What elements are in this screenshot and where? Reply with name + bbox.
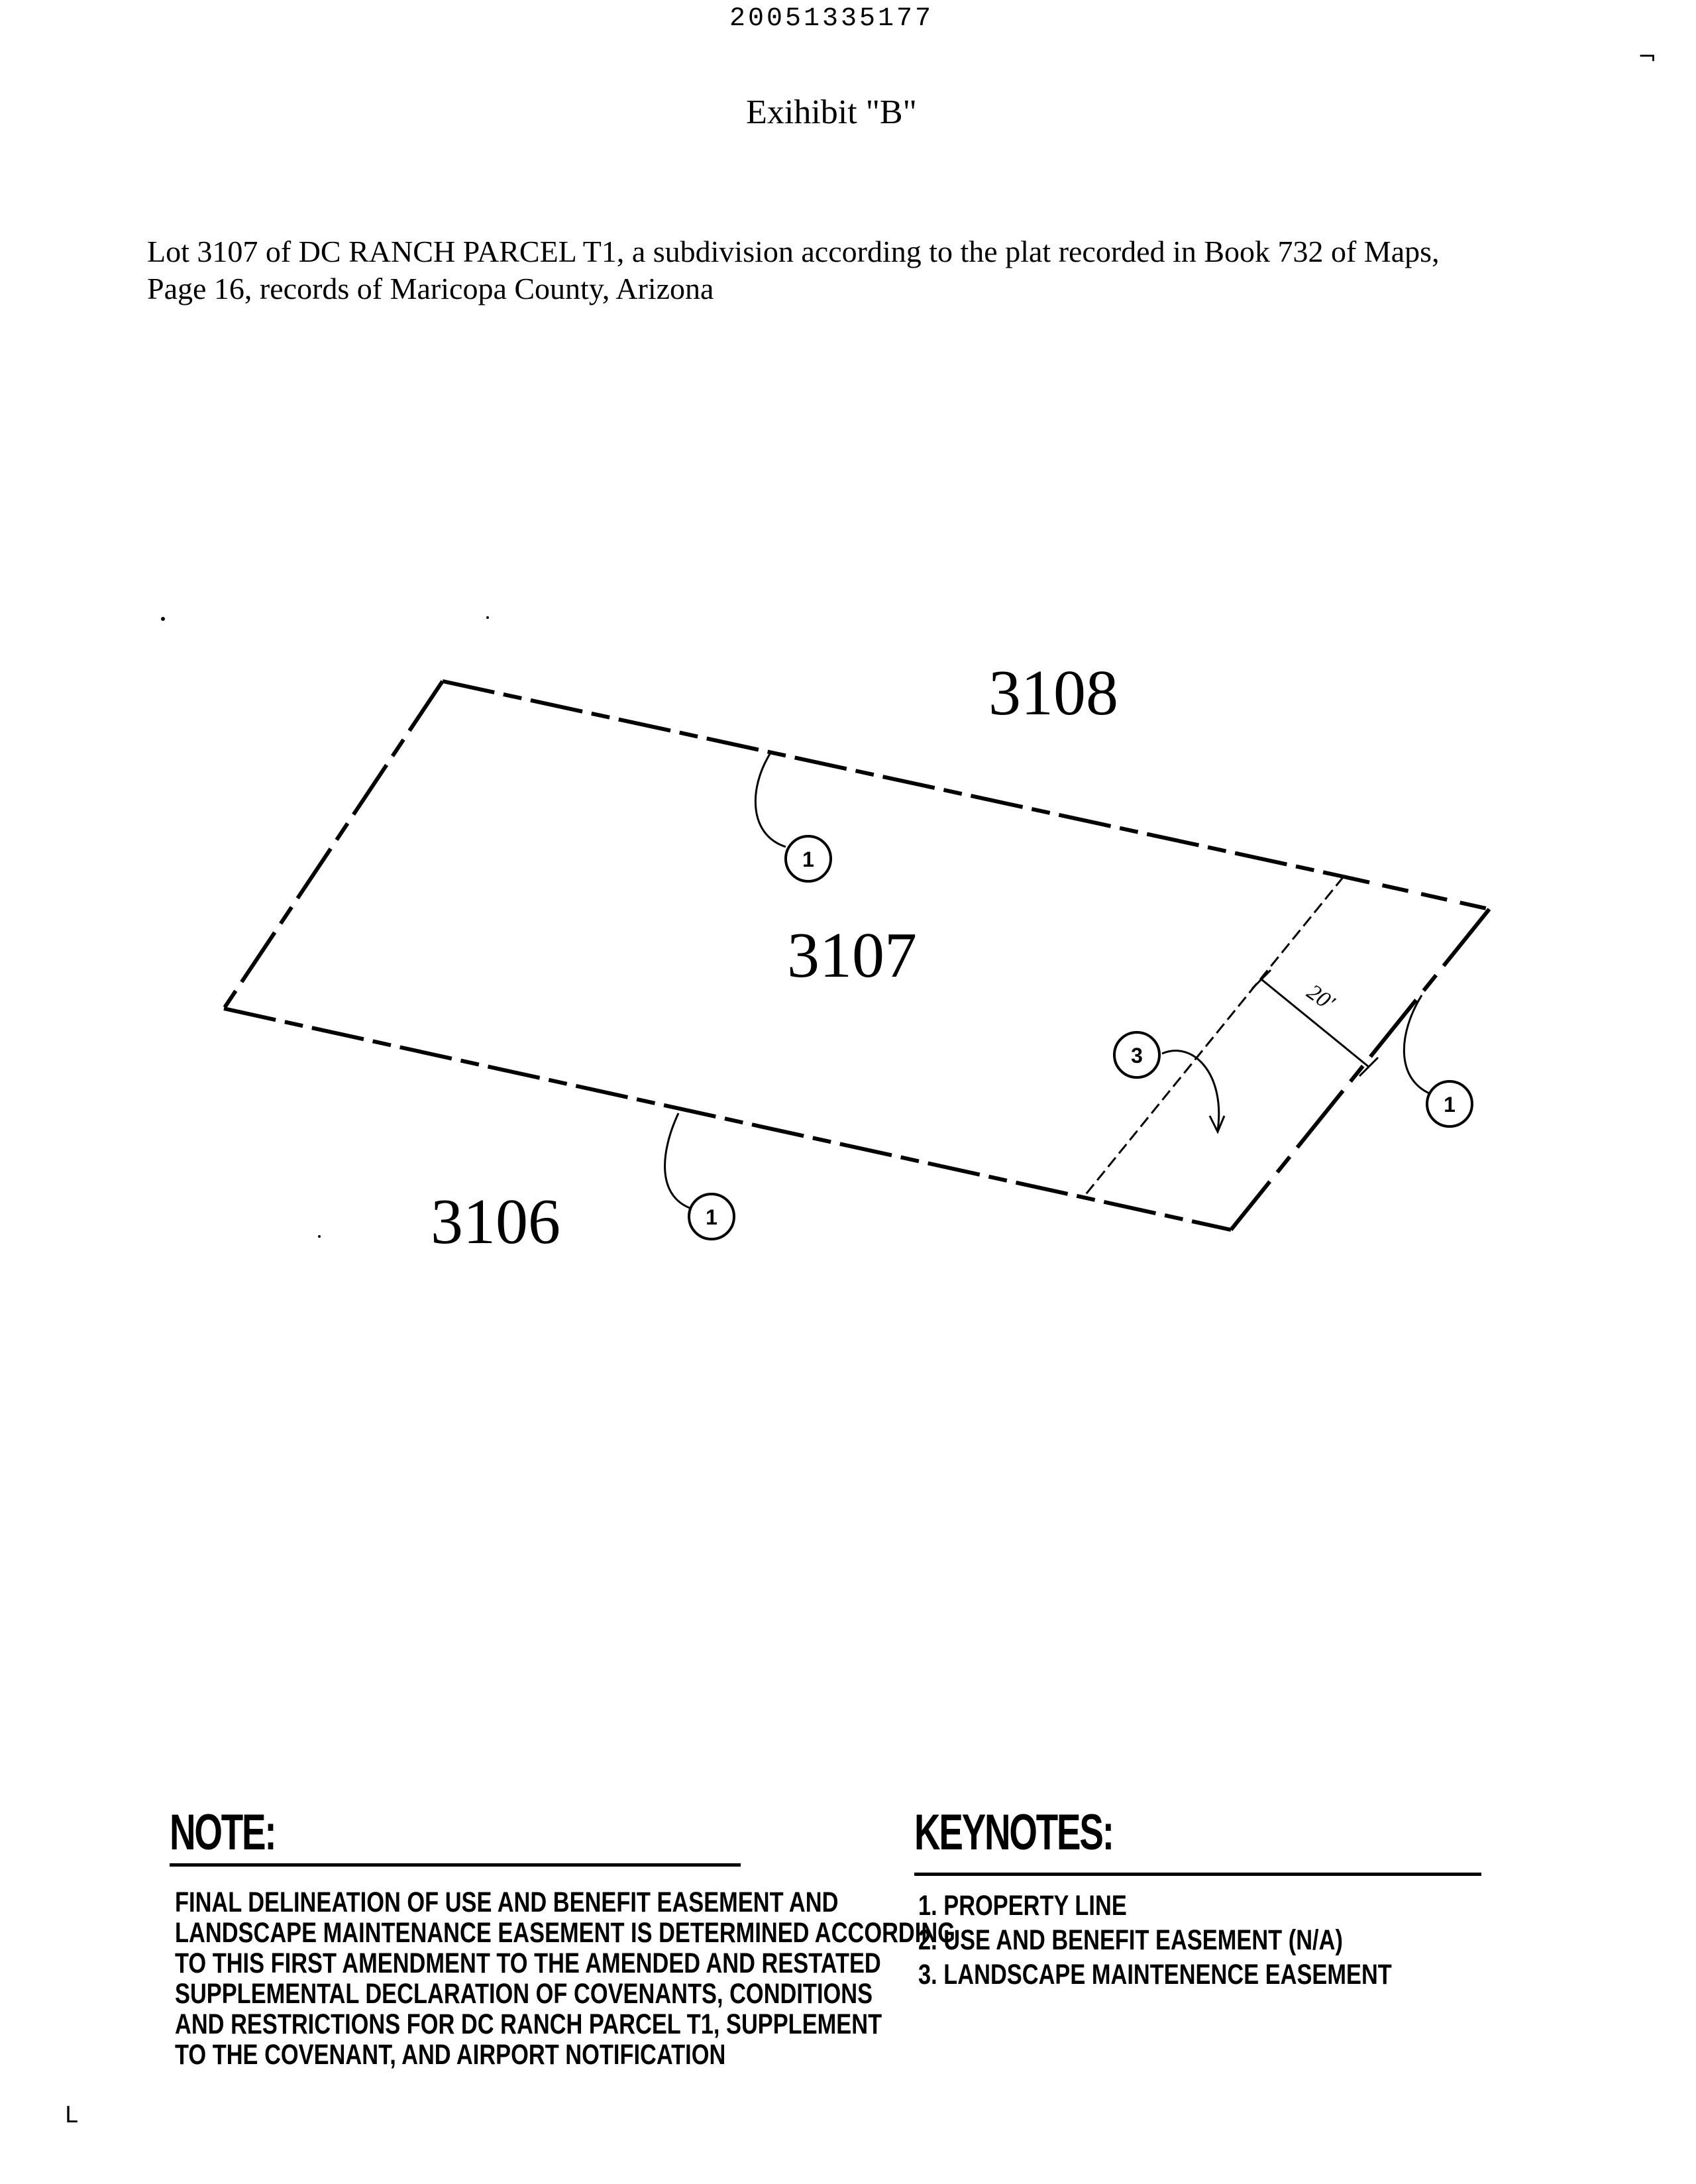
west-property-line: [224, 681, 443, 1009]
scan-speck: [318, 1235, 321, 1238]
scan-corner-mark-bottom-left: L: [65, 2102, 78, 2128]
keynote-bubble-north: [786, 836, 831, 881]
lot-number-south: 3106: [431, 1186, 560, 1258]
scan-corner-mark-top-right: ¬: [1638, 44, 1657, 70]
dimension-label: 20': [1302, 979, 1339, 1016]
leader-easement-arrow: [1210, 1116, 1224, 1132]
keynote-item: 2. USE AND BENEFIT EASEMENT (N/A): [918, 1924, 1343, 1956]
note-line: TO THE COVENANT, AND AIRPORT NOTIFICATION: [175, 2039, 726, 2071]
keynotes-heading-rule: [914, 1873, 1481, 1876]
east-property-line: [1231, 909, 1489, 1230]
note-line: SUPPLEMENTAL DECLARATION OF COVENANTS, CONDITIONS: [175, 1978, 873, 2010]
keynote-bubble-south: [689, 1194, 734, 1239]
note-line: FINAL DELINEATION OF USE AND BENEFIT EASEMENT AND: [175, 1886, 839, 1918]
note-heading: NOTE:: [170, 1804, 276, 1861]
svg-text:1: 1: [802, 847, 814, 871]
lot-number-north: 3108: [988, 657, 1118, 729]
scan-speck: [486, 616, 489, 619]
legal-description-line: Page 16, records of Maricopa County, Arizona: [147, 272, 714, 305]
keynote-item: 3. LANDSCAPE MAINTENENCE EASEMENT: [918, 1959, 1392, 1991]
svg-text:1: 1: [706, 1205, 717, 1229]
lot-number-subject: 3107: [787, 920, 917, 991]
north-property-line: [443, 681, 1344, 877]
north-property-line-east: [1344, 877, 1489, 909]
note-line: AND RESTRICTIONS FOR DC RANCH PARCEL T1, SUPPLEMENT: [175, 2008, 882, 2040]
note-text: [175, 1887, 955, 2070]
note-heading-rule: [170, 1863, 741, 1867]
exhibit-title: Exihibit "B": [746, 93, 917, 131]
keynote-list: [918, 1888, 1392, 1992]
svg-text:3: 3: [1131, 1044, 1143, 1067]
svg-text:1: 1: [1444, 1093, 1456, 1117]
keynote-bubble-easement: [1114, 1032, 1159, 1077]
leader-north: [755, 754, 786, 847]
keynote-bubble-east: [1427, 1081, 1472, 1126]
south-property-line: [224, 1009, 1231, 1230]
keynotes-heading: KEYNOTES:: [914, 1804, 1113, 1861]
note-line: TO THIS FIRST AMENDMENT TO THE AMENDED AND RESTATED: [175, 1947, 881, 1979]
legal-description-line: Lot 3107 of DC RANCH PARCEL T1, a subdivision according to the plat recorded in Book 732 of Maps,: [147, 235, 1440, 268]
leader-south: [665, 1113, 696, 1210]
recording-number: 20051335177: [729, 4, 934, 34]
note-line: LANDSCAPE MAINTENANCE EASEMENT IS DETERMINED ACCORDING: [175, 1917, 955, 1949]
scan-speck: [161, 617, 165, 621]
keynote-item: 1. PROPERTY LINE: [918, 1890, 1127, 1922]
